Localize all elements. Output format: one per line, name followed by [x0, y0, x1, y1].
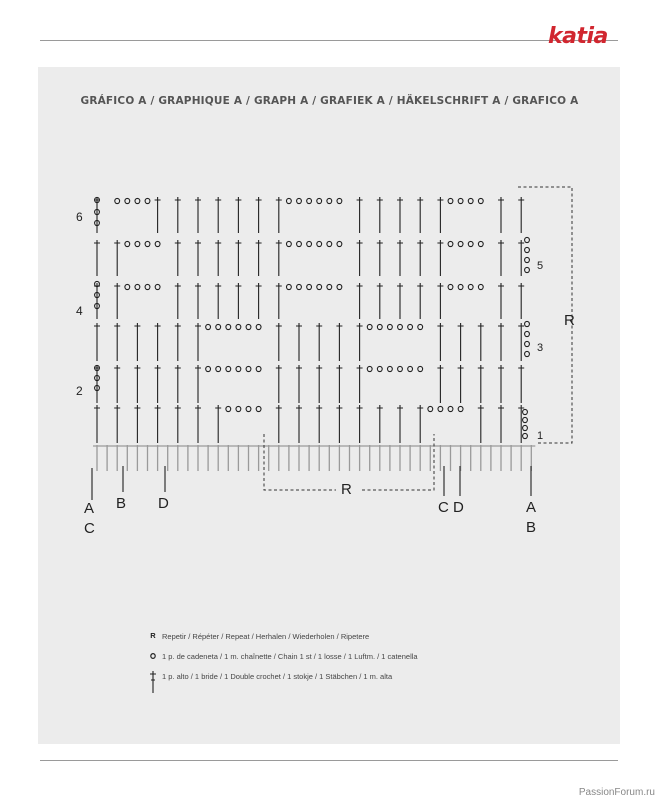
chain-stitch: [155, 241, 160, 246]
marker-b-left: B: [116, 495, 127, 512]
double-crochet-icon: [148, 671, 158, 695]
double-crochet-stitch: [478, 365, 484, 403]
chain-stitch: [408, 366, 413, 371]
chain-stitch: [246, 406, 251, 411]
double-crochet-stitch: [195, 283, 201, 319]
row-number-5: 5: [537, 260, 544, 272]
double-crochet-stitch: [357, 405, 363, 443]
double-crochet-stitch: [498, 405, 504, 443]
double-crochet-stitch: [518, 240, 524, 276]
chain-stitch: [478, 241, 483, 246]
double-crochet-stitch: [357, 283, 363, 319]
bottom-rule: [40, 760, 618, 761]
watermark: PassionForum.ru: [578, 787, 655, 798]
double-crochet-stitch: [175, 323, 181, 361]
chain-stitch: [525, 351, 530, 356]
chain-stitch: [337, 241, 342, 246]
double-crochet-stitch: [134, 365, 140, 403]
legend-repeat-text: Repetir / Répéter / Repeat / Herhalen / Wiederholen / Ripetere: [162, 632, 370, 641]
chain-stitch: [256, 324, 261, 329]
double-crochet-stitch: [215, 240, 221, 276]
row-number-4: 4: [76, 304, 83, 318]
double-crochet-stitch: [114, 365, 120, 403]
chain-stitch: [458, 284, 463, 289]
chain-stitch: [317, 198, 322, 203]
repeat-label-bottom: R: [341, 481, 352, 498]
double-crochet-stitch: [296, 323, 302, 361]
double-crochet-stitch: [175, 283, 181, 319]
chain-stitch: [155, 284, 160, 289]
double-crochet-stitch: [357, 240, 363, 276]
chain-stitch: [226, 324, 231, 329]
double-crochet-stitch: [114, 240, 120, 276]
repeat-label-right: R: [564, 312, 575, 329]
chain-stitch: [226, 366, 231, 371]
chain-stitch: [398, 366, 403, 371]
chain-stitch: [448, 406, 453, 411]
legend-repeat-symbol: R: [150, 631, 156, 640]
chain-stitch: [135, 198, 140, 203]
chain-stitch: [525, 321, 530, 326]
chain-stitch: [458, 241, 463, 246]
double-crochet-stitch: [417, 240, 423, 276]
marker-b-right: B: [526, 519, 537, 536]
double-crochet-stitch: [235, 240, 241, 276]
double-crochet-stitch: [155, 405, 161, 443]
chain-stitch: [408, 324, 413, 329]
chain-stitch: [307, 241, 312, 246]
chain-stitch: [478, 198, 483, 203]
chain-stitch: [287, 241, 292, 246]
double-crochet-stitch: [175, 197, 181, 233]
double-crochet-stitch: [397, 405, 403, 443]
chain-stitch: [206, 324, 211, 329]
legend-double-crochet-text: 1 p. alto / 1 bride / 1 Double crochet / 1 stokje / 1 Stäbchen / 1 m. alta: [162, 672, 393, 681]
chain-stitch: [317, 284, 322, 289]
chain-stitch: [428, 406, 433, 411]
double-crochet-stitch: [518, 323, 524, 361]
double-crochet-stitch: [478, 323, 484, 361]
double-crochet-stitch: [498, 365, 504, 403]
double-crochet-stitch: [296, 365, 302, 403]
double-crochet-stitch: [276, 240, 282, 276]
chain-stitch: [287, 198, 292, 203]
double-crochet-stitch: [518, 283, 524, 319]
chain-stitch: [216, 366, 221, 371]
double-crochet-stitch: [175, 405, 181, 443]
double-crochet-stitch: [114, 283, 120, 319]
double-crochet-stitch: [256, 283, 262, 319]
double-crochet-stitch: [175, 365, 181, 403]
chain-stitch: [337, 284, 342, 289]
marker-a-left: A: [84, 500, 95, 517]
chain-stitch: [246, 324, 251, 329]
chart-title: GRÁFICO A / GRAPHIQUE A / GRAPH A / GRAFIEK A / HÄKELSCHRIFT A / GRAFICO A: [80, 95, 579, 107]
double-crochet-stitch: [94, 283, 100, 319]
chain-stitch: [125, 284, 130, 289]
chain-stitch: [367, 324, 372, 329]
double-crochet-stitch: [397, 240, 403, 276]
double-crochet-stitch: [114, 405, 120, 443]
chain-stitch: [297, 198, 302, 203]
chain-stitch: [525, 237, 530, 242]
chain-stitch: [525, 247, 530, 252]
chain-stitch: [236, 366, 241, 371]
double-crochet-stitch: [195, 405, 201, 443]
double-crochet-stitch: [316, 323, 322, 361]
chain-stitch: [448, 284, 453, 289]
row-number-6: 6: [76, 210, 83, 224]
chain-stitch: [256, 406, 261, 411]
double-crochet-stitch: [437, 283, 443, 319]
chain-stitch: [525, 331, 530, 336]
chain-stitch: [478, 284, 483, 289]
chain-stitch: [307, 284, 312, 289]
chain-stitch: [125, 241, 130, 246]
chain-stitch: [418, 366, 423, 371]
double-crochet-stitch: [215, 405, 221, 443]
double-crochet-stitch: [155, 323, 161, 361]
chain-stitch: [297, 284, 302, 289]
chain-stitch: [125, 198, 130, 203]
double-crochet-stitch: [155, 197, 161, 233]
katia-logo: katia: [548, 24, 608, 49]
chain-stitch: [448, 198, 453, 203]
double-crochet-stitch: [478, 405, 484, 443]
double-crochet-stitch: [114, 323, 120, 361]
double-crochet-stitch: [397, 283, 403, 319]
chain-stitch: [327, 284, 332, 289]
chain-stitch: [367, 366, 372, 371]
chain-stitch: [317, 241, 322, 246]
double-crochet-stitch: [336, 405, 342, 443]
double-crochet-stitch: [437, 365, 443, 403]
chain-stitch: [468, 284, 473, 289]
stitch-rows: [94, 197, 529, 443]
double-crochet-stitch: [498, 240, 504, 276]
double-crochet-stitch: [316, 365, 322, 403]
chain-stitch: [398, 324, 403, 329]
double-crochet-stitch: [195, 240, 201, 276]
row-number-1: 1: [537, 430, 544, 442]
double-crochet-stitch: [357, 197, 363, 233]
double-crochet-stitch: [357, 365, 363, 403]
chain-stitch: [448, 241, 453, 246]
repeat-brackets: [264, 187, 572, 490]
double-crochet-stitch: [155, 365, 161, 403]
marker-a-right: A: [526, 499, 537, 516]
double-crochet-stitch: [498, 323, 504, 361]
double-crochet-stitch: [336, 365, 342, 403]
double-crochet-stitch: [94, 323, 100, 361]
chain-stitch: [377, 324, 382, 329]
marker-d-right: D: [453, 499, 464, 516]
double-crochet-stitch: [417, 405, 423, 443]
double-crochet-stitch: [134, 405, 140, 443]
double-crochet-stitch: [276, 405, 282, 443]
double-crochet-stitch: [377, 283, 383, 319]
row-number-3: 3: [537, 342, 544, 354]
chain-stitch: [327, 198, 332, 203]
chain-stitch: [525, 267, 530, 272]
chain-stitch: [327, 241, 332, 246]
chain-stitch: [458, 406, 463, 411]
chain-stitch: [246, 366, 251, 371]
marker-c-left: C: [84, 520, 95, 537]
chain-stitch: [523, 417, 528, 422]
row-number-2: 2: [76, 384, 83, 398]
double-crochet-stitch: [498, 197, 504, 233]
double-crochet-stitch: [518, 197, 524, 233]
chain-stitch: [525, 341, 530, 346]
chain-stitch: [468, 241, 473, 246]
chain-stitch: [145, 241, 150, 246]
double-crochet-stitch: [417, 197, 423, 233]
double-crochet-stitch: [437, 197, 443, 233]
double-crochet-stitch: [94, 240, 100, 276]
chain-stitch: [458, 198, 463, 203]
double-crochet-stitch: [235, 197, 241, 233]
chain-stitch: [226, 406, 231, 411]
chain-stitch: [388, 366, 393, 371]
double-crochet-stitch: [175, 240, 181, 276]
double-crochet-stitch: [94, 405, 100, 443]
double-crochet-stitch: [256, 197, 262, 233]
chain-stitch: [287, 284, 292, 289]
double-crochet-stitch: [235, 283, 241, 319]
double-crochet-stitch: [357, 323, 363, 361]
double-crochet-stitch: [437, 323, 443, 361]
double-crochet-stitch: [417, 283, 423, 319]
chain-stitch: [438, 406, 443, 411]
double-crochet-stitch: [256, 240, 262, 276]
double-crochet-stitch: [195, 323, 201, 361]
chain-stitch: [523, 425, 528, 430]
double-crochet-stitch: [276, 323, 282, 361]
double-crochet-stitch: [377, 197, 383, 233]
chain-stitch: [418, 324, 423, 329]
chain-stitch: [523, 409, 528, 414]
chain-stitch: [135, 241, 140, 246]
marker-d-left: D: [158, 495, 169, 512]
double-crochet-stitch: [336, 323, 342, 361]
double-crochet-stitch: [134, 323, 140, 361]
chain-stitch: [256, 366, 261, 371]
chain-stitch: [468, 198, 473, 203]
chain-stitch: [297, 241, 302, 246]
chain-stitch-icon: [148, 651, 158, 663]
double-crochet-stitch: [397, 197, 403, 233]
chain-stitch: [145, 284, 150, 289]
double-crochet-stitch: [437, 240, 443, 276]
chain-stitch: [115, 198, 120, 203]
chain-stitch: [337, 198, 342, 203]
double-crochet-stitch: [316, 405, 322, 443]
double-crochet-stitch: [195, 197, 201, 233]
double-crochet-stitch: [215, 197, 221, 233]
chain-stitch: [307, 198, 312, 203]
chain-stitch: [236, 324, 241, 329]
double-crochet-stitch: [276, 197, 282, 233]
double-crochet-stitch: [458, 365, 464, 403]
chain-stitch: [135, 284, 140, 289]
chain-stitch: [145, 198, 150, 203]
double-crochet-stitch: [458, 323, 464, 361]
double-crochet-stitch: [518, 365, 524, 403]
double-crochet-stitch: [377, 405, 383, 443]
double-crochet-stitch: [276, 283, 282, 319]
double-crochet-stitch: [498, 283, 504, 319]
double-crochet-stitch: [296, 405, 302, 443]
chain-stitch: [523, 433, 528, 438]
marker-c-right: C: [438, 499, 449, 516]
legend-chain-text: 1 p. de cadeneta / 1 m. chaînette / Chain 1 st / 1 losse / 1 Luftm. / 1 catenella: [162, 652, 418, 661]
double-crochet-stitch: [215, 283, 221, 319]
chain-stitch: [377, 366, 382, 371]
foundation-chain: [93, 445, 535, 471]
double-crochet-stitch: [195, 365, 201, 403]
chain-stitch: [525, 257, 530, 262]
double-crochet-stitch: [276, 365, 282, 403]
double-crochet-stitch: [377, 240, 383, 276]
chain-stitch: [216, 324, 221, 329]
chain-stitch: [236, 406, 241, 411]
chain-stitch: [388, 324, 393, 329]
chain-stitch: [206, 366, 211, 371]
